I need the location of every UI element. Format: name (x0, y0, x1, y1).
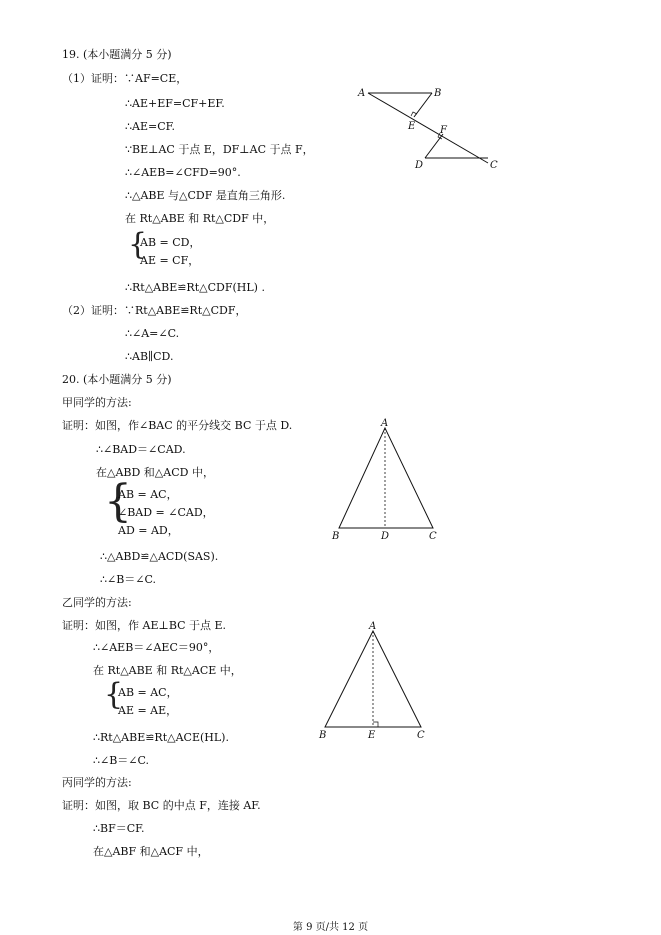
method-heading: 乙同学的方法: (62, 596, 132, 609)
segment-fd (425, 134, 443, 158)
proof-line: ∴∠B＝∠C. (93, 754, 150, 767)
proof-line: ∴∠BAD＝∠CAD. (96, 443, 186, 456)
proof-line: ∴∠AEB＝∠AEC＝90°， (93, 641, 220, 654)
proof-line: 证明：如图，作 AE⊥BC 于点 E. (62, 619, 227, 632)
system-brace: { (104, 476, 132, 527)
label-e: E (408, 121, 416, 132)
proof-line: 在△ABF 和△ACF 中， (93, 845, 209, 858)
label-c: C (429, 531, 437, 542)
label-f: F (440, 125, 447, 136)
proof-line: 证明：如图，作∠BAC 的平分线交 BC 于点 D. (62, 419, 293, 432)
label-d: D (381, 531, 390, 542)
proof-line: 在△ABD 和△ACD 中， (96, 466, 214, 479)
label-b: B (319, 730, 327, 741)
proof-line: （2）证明：∵Rt△ABE≌Rt△CDF， (62, 304, 247, 317)
proof-line: 在 Rt△ABE 和 Rt△ACE 中， (93, 664, 242, 677)
label-b: B (434, 88, 442, 99)
label-a: A (369, 621, 377, 632)
proof-line: ∴∠AEB=∠CFD=90°. (125, 166, 241, 179)
condition-line: AB = AC， (118, 488, 178, 501)
right-angle-mark-e (373, 722, 378, 727)
label-c: C (417, 730, 425, 741)
proof-line: 证明：如图，取 BC 的中点 F，连接 AF. (62, 799, 261, 812)
figure-19 (355, 85, 505, 175)
label-c: C (490, 160, 498, 171)
proof-line: ∴Rt△ABE≌Rt△CDF(HL) . (125, 281, 265, 294)
proof-line: ∴Rt△ABE≌Rt△ACE(HL). (93, 731, 229, 744)
condition-line: AE = CF， (140, 254, 200, 267)
label-e: E (368, 730, 376, 741)
system-brace: { (128, 227, 148, 262)
condition-line: AB = CD， (140, 236, 201, 249)
condition-line: AD = AD， (118, 524, 179, 537)
proof-line: ∴△ABE 与△CDF 是直角三角形. (125, 189, 286, 202)
segment-be (414, 93, 432, 117)
segment-ac (368, 93, 488, 163)
proof-line: ∴AE+EF=CF+EF. (125, 97, 225, 110)
method-heading: 丙同学的方法: (62, 776, 132, 789)
proof-line: ∵BE⊥AC 于点 E，DF⊥AC 于点 F， (125, 143, 314, 156)
proof-line: ∴△ABD≌△ACD(SAS). (100, 550, 219, 563)
proof-line: ∴∠B＝∠C. (100, 573, 157, 586)
condition-line: AB = AC， (118, 686, 178, 699)
proof-line: ∴BF＝CF. (93, 822, 145, 835)
condition-line: ∠BAD = ∠CAD， (118, 506, 214, 519)
proof-line: ∴AE=CF. (125, 120, 176, 133)
proof-line: ∴AB∥CD. (125, 350, 174, 363)
figure-20-jia (325, 418, 455, 548)
method-heading: 甲同学的方法: (62, 396, 132, 409)
triangle-abc (339, 428, 433, 528)
condition-line: AE = AE， (118, 704, 178, 717)
page-footer: 第 9 页/共 12 页 (292, 922, 369, 933)
label-b: B (332, 531, 340, 542)
proof-line: 在 Rt△ABE 和 Rt△CDF 中， (125, 212, 275, 225)
label-a: A (358, 88, 366, 99)
system-brace: { (104, 677, 124, 712)
figure-20-yi (315, 620, 445, 745)
proof-line: ∴∠A=∠C. (125, 327, 180, 340)
proof-line: （1）证明：∵AF=CE， (62, 72, 188, 85)
label-a: A (381, 418, 389, 429)
problem-20-title: 20. (本小题满分 5 分) (62, 373, 172, 386)
label-d: D (415, 160, 424, 171)
problem-19-title: 19. (本小题满分 5 分) (62, 48, 172, 61)
